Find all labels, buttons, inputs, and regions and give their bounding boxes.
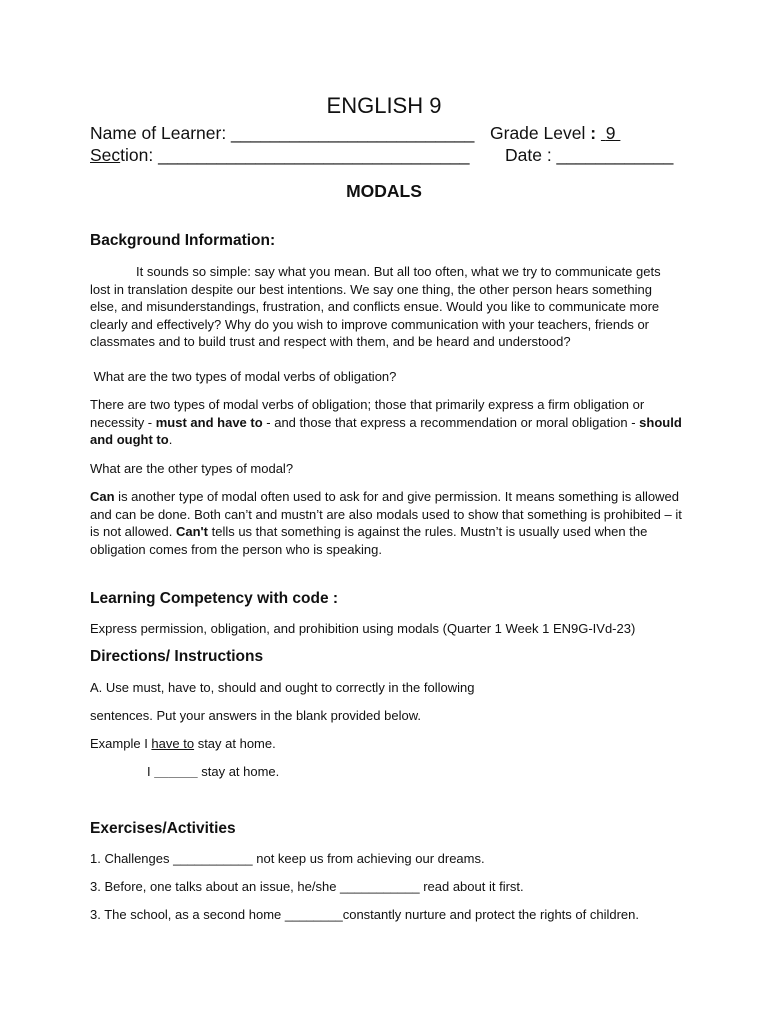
directions-line-1: A. Use must, have to, should and ought to correctly in the following [90,680,475,695]
grade-level-colon: : [585,123,601,143]
date-field: Date : ____________ [505,145,674,165]
background-paragraph: It sounds so simple: say what you mean. But all too often, what we try to communicate gets lost in translation despite our best intentions. We say one thing, the other person hears something else, and misunderstandings, frustration, and conflicts ensue. Would you like to communicate more clearly and effectively? Why do you wish to improve communication with your teachers, friends or classmates and to build trust and respect with them, and be heard and understood? [90,264,661,349]
exercise-item-2: 3. Before, one talks about an issue, he/she ___________ read about it first. [90,879,524,894]
grade-level-value: 9 [605,123,616,143]
directions-line-2: sentences. Put your answers in the blank provided below. [90,708,421,723]
example-sentence: Example I have to stay at home. [90,736,276,751]
competency-heading: Learning Competency with code : [90,590,339,607]
directions-heading: Directions/ Instructions [90,648,264,665]
exercise-item-3: 3. The school, as a second home ________constantly nurture and protect the rights of children. [90,907,639,922]
page-title: ENGLISH 9 [326,93,442,118]
grade-level-field [490,123,620,144]
exercise-item-1: 1. Challenges ___________ not keep us from achieving our dreams. [90,851,485,866]
cant-bold: Can't [176,524,208,539]
question-other-modals: What are the other types of modal? [90,461,294,476]
competency-text: Express permission, obligation, and prohibition using modals (Quarter 1 Week 1 EN9G-IVd-23) [90,621,636,636]
section-field [90,145,470,166]
question-obligation: What are the two types of modal verbs of obligation? [90,369,397,384]
modals-heading: MODALS [346,181,422,201]
example-blank: ______ [154,764,198,779]
can-paragraph: Can is another type of modal often used to ask for and give permission. It means something is allowed and can be done. Both can’t and mustn’t are also modals used to show that something is prohibited – it is not allowed. Can't tells us that something is against the rules. Mustn’t is usually used when the obligation comes from the person who is speaking. [90,489,682,557]
must-have-to-bold: must and have to [155,414,263,430]
should-ought-to-bold: should and ought to [90,414,682,447]
example-answer: have to [151,736,195,751]
can-bold: Can [90,489,115,504]
background-heading: Background Information: [90,232,276,249]
name-of-learner-field: Name of Learner: _________________________ [90,123,475,143]
obligation-paragraph: There are two types of modal verbs of obligation; those that primarily express a firm obligation or necessity - must and have to - and those that express a recommendation or moral obligation - should and ought to. [90,397,682,447]
grade-level-label: Grade Level [490,123,586,143]
section-label-rest: tion: ________________________________ [120,145,470,165]
example-blank-sentence: I ______ stay at home. [147,764,280,779]
exercises-heading: Exercises/Activities [90,820,236,837]
section-label-sec: Sec [90,145,121,165]
